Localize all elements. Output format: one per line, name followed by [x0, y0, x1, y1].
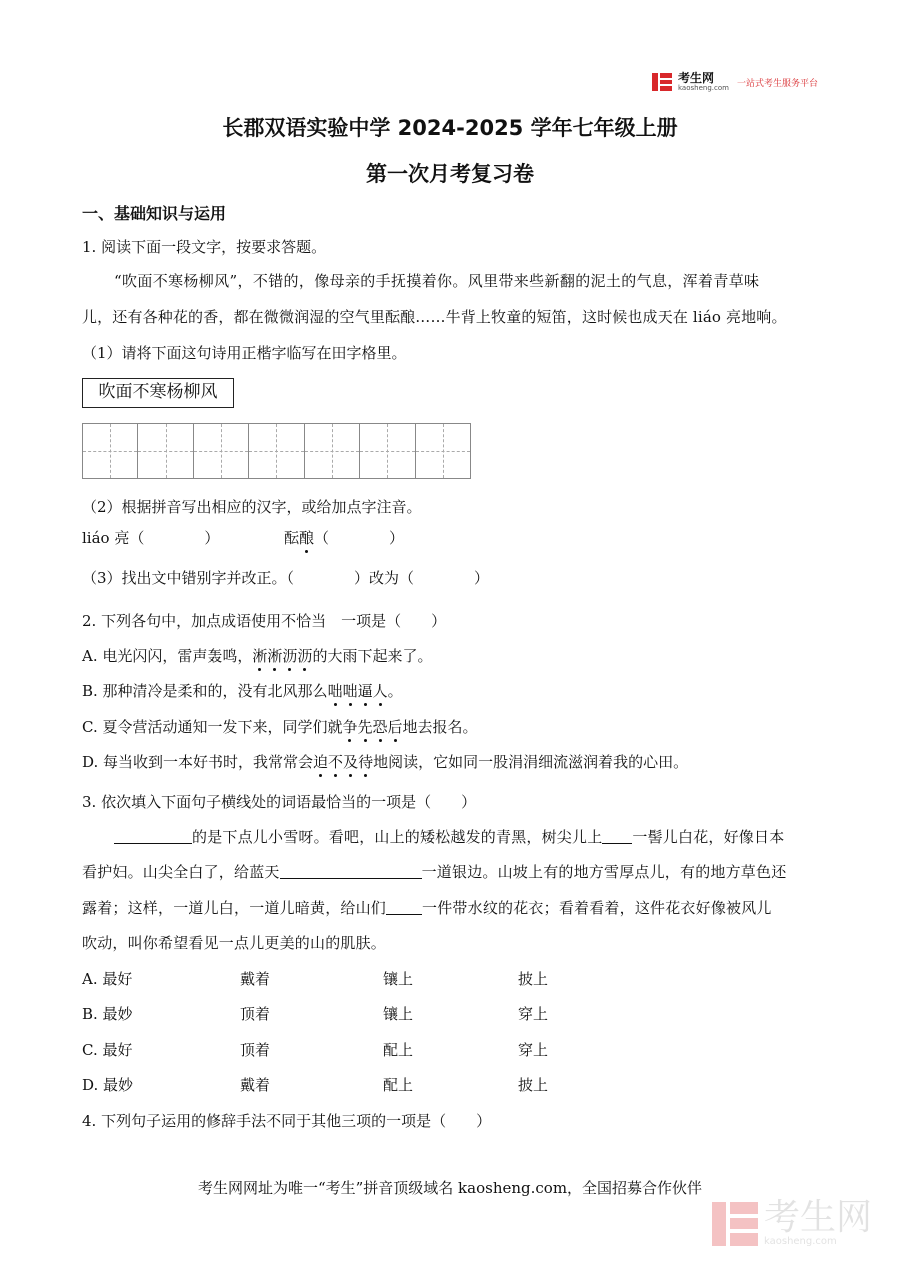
option-d: D. 每当收到一本好书时，我常常会迫不及待地阅读，它如同一股涓涓细流滋润着我的心田。 [82, 753, 689, 771]
q3-option-a-word3: 披上 [518, 970, 549, 988]
q3-option-b-word2: 镶上 [383, 1005, 414, 1023]
q3-option-b-word1: 顶着 [240, 1005, 271, 1023]
question-3-stem: 3. 依次填入下面句子横线处的词语最恰当的一项是（ ） [82, 793, 477, 811]
q3-passage-line-4: 吹动，叫你希望看见一点儿更美的山的肌肤。 [82, 934, 387, 952]
dotted-char: 咄 [327, 682, 343, 700]
dotted-char: 逼 [357, 682, 373, 700]
question-1-sub1: （1）请将下面这句诗用正楷字临写在田字格里。 [82, 344, 407, 362]
dotted-char: 人 [372, 682, 388, 700]
watermark-logo-icon [712, 1202, 758, 1246]
q3-option-b-word3: 穿上 [518, 1005, 549, 1023]
dotted-char: 先 [357, 718, 373, 736]
grid-cell[interactable] [194, 424, 249, 478]
page-title: 长郡双语实验中学 2024-2025 学年七年级上册 [222, 116, 678, 140]
dotted-char: 及 [343, 753, 359, 771]
q3-passage-line-3: 露着；这样，一道儿白，一道儿暗黄，给山们 一件带水纹的花衣；看着看着，这件花衣好像被风儿 [82, 899, 772, 917]
brand-logo [652, 72, 818, 92]
q3-passage-line-1: 的是下点儿小雪呀。看吧，山上的矮松越发的青黑，树尖儿上 一髻儿白花，好像日本 [114, 826, 784, 847]
dotted-char: 恐 [372, 718, 388, 736]
dotted-char: 淅 [252, 647, 268, 665]
q3-option-a-label: A. 最好 [82, 970, 133, 988]
pinyin-item-b: 酝酿（ ） [284, 529, 405, 547]
page-footer: 考生网网址为唯一“考生”拼音顶级域名 kaosheng.com，全国招募合作伙伴 [197, 1179, 703, 1197]
dotted-char: 沥 [297, 647, 313, 665]
brand-name: 考生网 [678, 71, 715, 85]
brand-logo-icon [652, 73, 672, 91]
watermark-domain: kaosheng.com [764, 1236, 837, 1247]
grid-cell[interactable] [249, 424, 304, 478]
q3-option-d-label: D. 最妙 [82, 1076, 134, 1094]
fill-blank[interactable] [114, 828, 192, 844]
dotted-char: 酿 [299, 529, 315, 547]
grid-cell[interactable] [83, 424, 138, 478]
dotted-char: 淅 [267, 647, 283, 665]
model-text-box: 吹面不寒杨柳风 [82, 378, 234, 408]
q3-option-c-label: C. 最好 [82, 1041, 133, 1059]
grid-cell[interactable] [360, 424, 415, 478]
passage-line-1: “吹面不寒杨柳风”，不错的，像母亲的手抚摸着你。风里带来些新翻的泥土的气息，浑着青草味 [114, 272, 760, 290]
section-heading: 一、基础知识与运用 [82, 204, 227, 223]
q3-passage-line-2: 看护妇。山尖全白了，给蓝天 一道银边。山坡上有的地方雪厚点儿，有的地方草色还 [82, 863, 787, 881]
pinyin-item-a: liáo 亮（ ） [82, 529, 220, 547]
tianzige-grid[interactable] [82, 423, 471, 479]
option-c: C. 夏令营活动通知一发下来，同学们就争先恐后地去报名。 [82, 718, 478, 736]
dotted-char: 咄 [342, 682, 358, 700]
grid-cell[interactable] [138, 424, 193, 478]
q3-option-c-word1: 顶着 [240, 1041, 271, 1059]
dotted-char: 迫 [313, 753, 329, 771]
fill-blank[interactable] [602, 828, 632, 844]
watermark [712, 1197, 873, 1247]
dotted-char: 争 [342, 718, 358, 736]
question-4-stem: 4. 下列句子运用的修辞手法不同于其他三项的一项是（ ） [82, 1112, 492, 1130]
question-1-sub2: （2）根据拼音写出相应的汉字，或给加点字注音。 [82, 498, 422, 516]
option-b: B. 那种清冷是柔和的，没有北风那么咄咄逼人。 [82, 682, 403, 700]
dotted-char: 待 [358, 753, 374, 771]
option-a: A. 电光闪闪，雷声轰鸣，淅淅沥沥的大雨下起来了。 [82, 647, 433, 665]
watermark-name: 考生网 [764, 1197, 873, 1238]
fill-blank[interactable] [386, 899, 422, 915]
page-subtitle: 第一次月考复习卷 [366, 162, 534, 186]
question-1-stem: 1. 阅读下面一段文字，按要求答题。 [82, 238, 327, 256]
dotted-char: 不 [328, 753, 344, 771]
q3-option-c-word3: 穿上 [518, 1041, 549, 1059]
question-2-stem: 2. 下列各句中，加点成语使用不恰当 一项是（ ） [82, 612, 447, 630]
q3-option-a-word1: 戴着 [240, 970, 271, 988]
dotted-char: 后 [387, 718, 403, 736]
brand-slogan: 一站式考生服务平台 [736, 78, 818, 89]
q3-option-d-word3: 披上 [518, 1076, 549, 1094]
fill-blank[interactable] [280, 863, 422, 879]
passage-line-2: 儿，还有各种花的香，都在微微润湿的空气里酝酿……牛背上牧童的短笛，这时候也成天在 liáo 亮地响。 [82, 308, 787, 326]
q3-option-d-word2: 配上 [383, 1076, 414, 1094]
grid-cell[interactable] [416, 424, 470, 478]
dotted-char: 沥 [282, 647, 298, 665]
grid-cell[interactable] [305, 424, 360, 478]
q3-option-c-word2: 配上 [383, 1041, 414, 1059]
brand-domain: kaosheng.com [678, 84, 729, 92]
q3-option-b-label: B. 最妙 [82, 1005, 133, 1023]
question-1-sub3: （3）找出文中错别字并改正。（ ）改为（ ） [82, 569, 490, 587]
q3-option-a-word2: 镶上 [383, 970, 414, 988]
q3-option-d-word1: 戴着 [240, 1076, 271, 1094]
